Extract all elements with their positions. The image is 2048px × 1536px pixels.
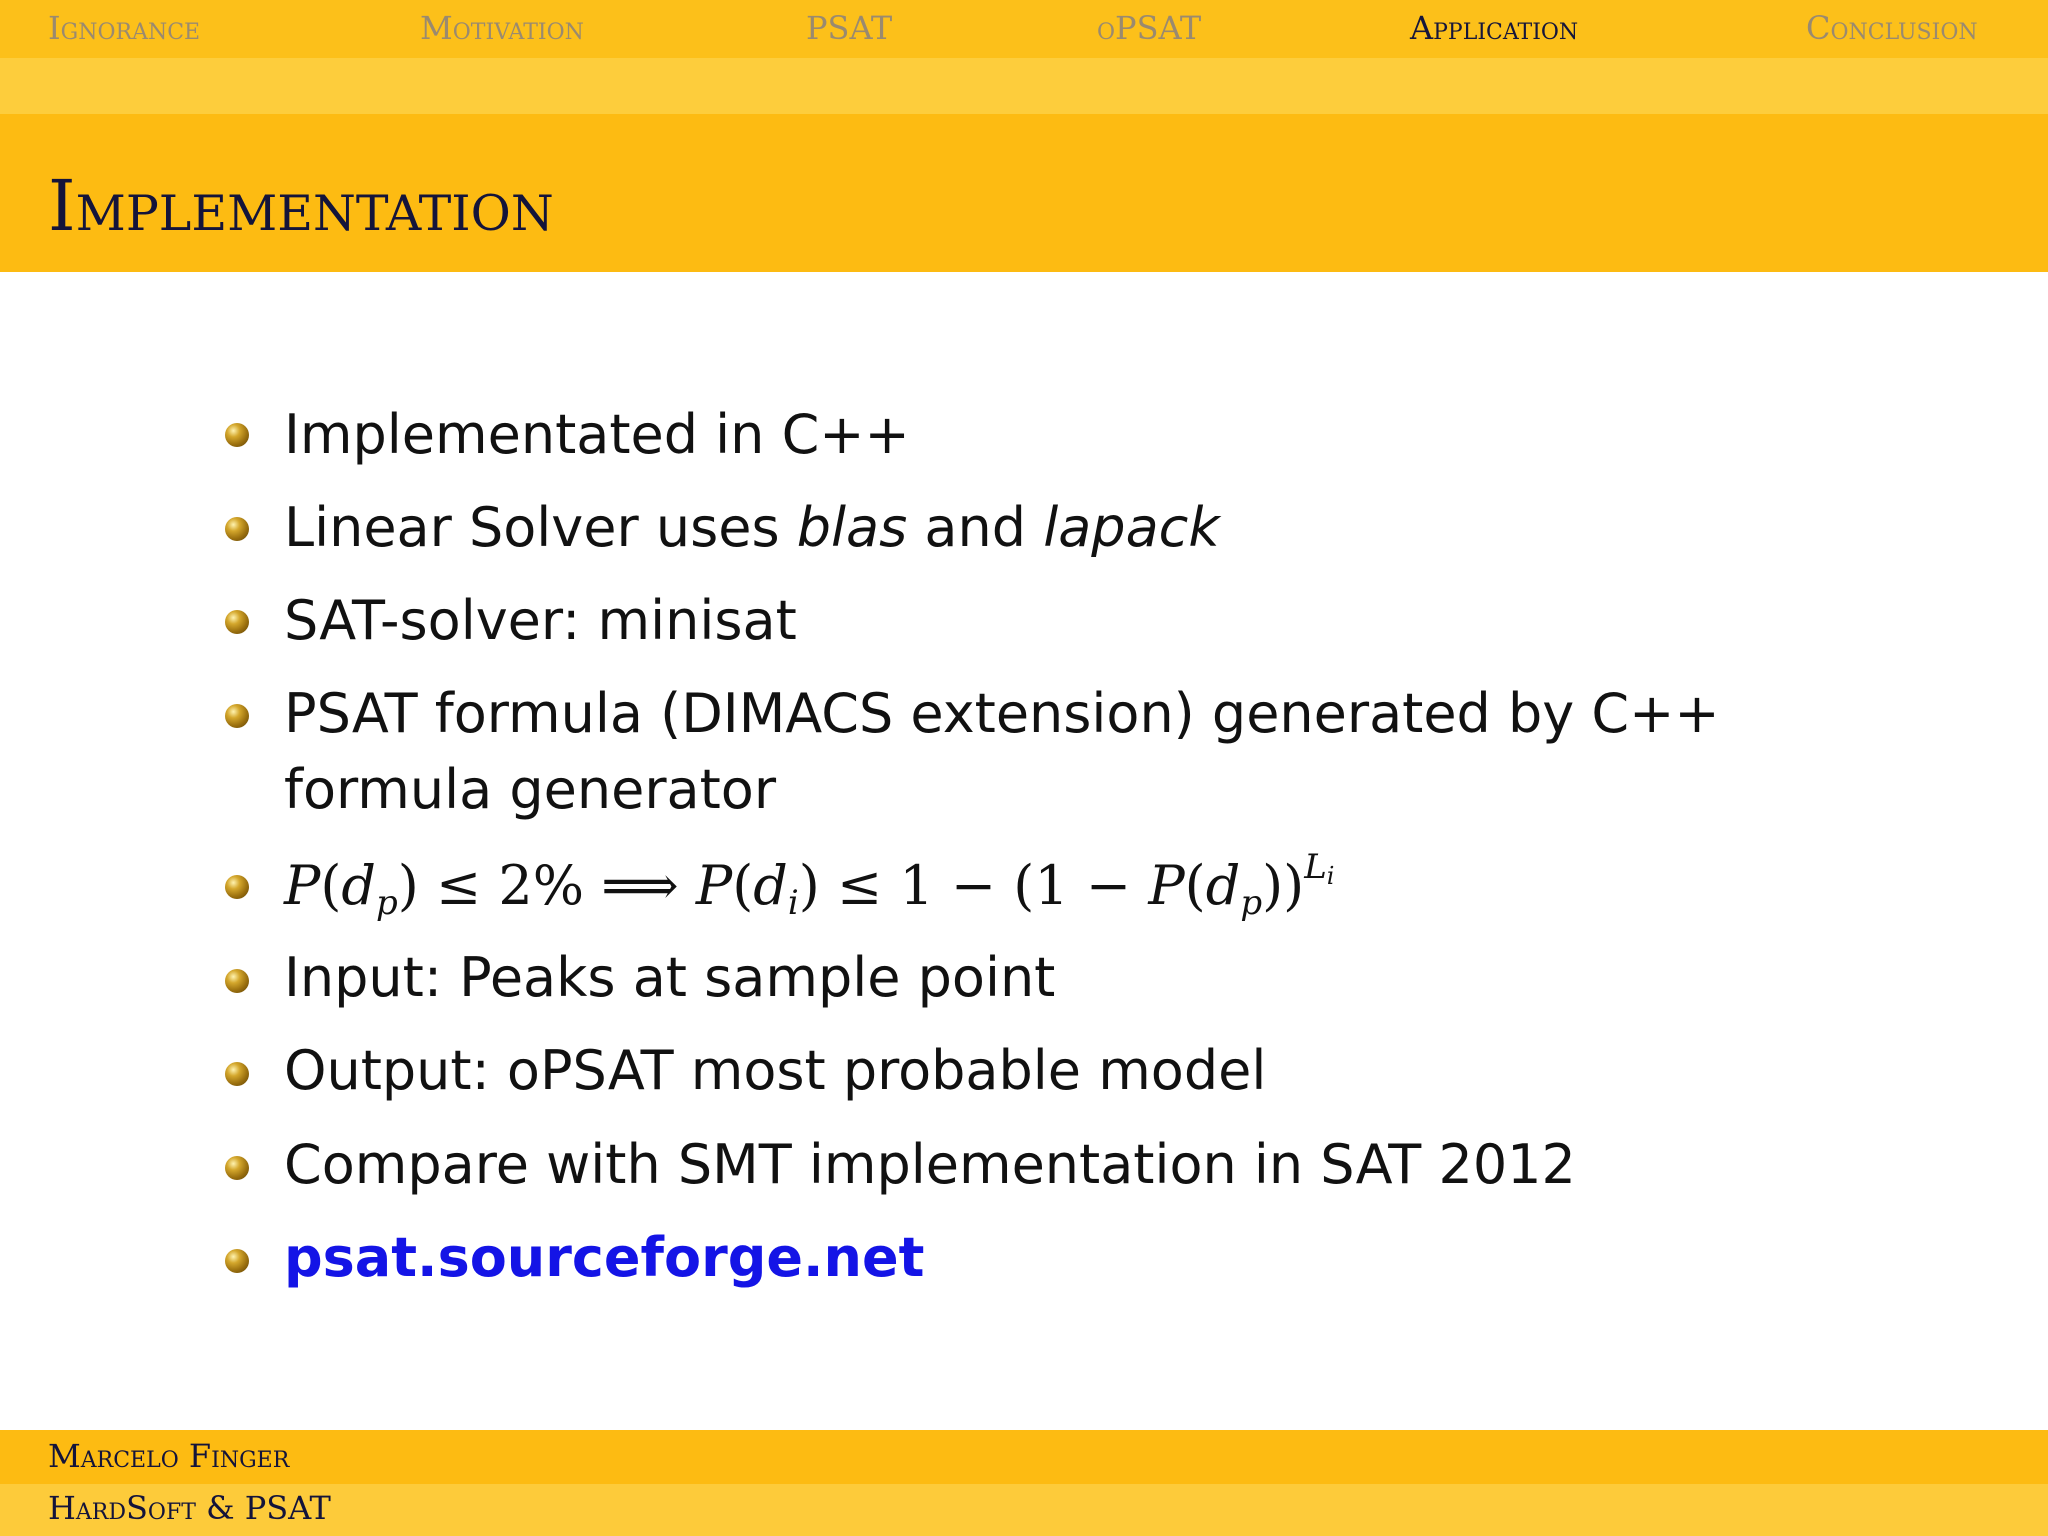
bullet-icon <box>225 1249 249 1273</box>
list-item-psat-formula-line1: PSAT formula (DIMACS extension) generated by C++ <box>284 682 1720 745</box>
list-item-input: Input: Peaks at sample point <box>284 946 1056 1009</box>
nav-item-conclusion[interactable]: Conclusion <box>1806 9 1978 47</box>
footer-author: Marcelo Finger <box>48 1437 290 1475</box>
bullet-icon <box>225 969 249 993</box>
list-item-linear-solver: Linear Solver uses blas and lapack <box>284 496 1220 559</box>
footer-short-title: HardSoft & PSAT <box>48 1489 331 1527</box>
list-item-output: Output: oPSAT most probable model <box>284 1039 1267 1102</box>
list-item-probability-formula: $P(d_p) \le 2\%$ ⟹ $P(d_i) \le 1 - (1 - P(d_p))^{L_i}$ <box>284 847 1335 923</box>
nav-item-motivation[interactable]: Motivation <box>420 9 584 47</box>
slide-title: Implementation <box>48 165 554 247</box>
bullet-icon <box>225 875 249 899</box>
nav-item-opsat[interactable]: oPSAT <box>1097 9 1202 47</box>
list-item-sat-solver: SAT-solver: minisat <box>284 589 797 652</box>
bullet-icon <box>225 610 249 634</box>
footer-author-bar <box>0 1430 2048 1484</box>
list-item-implemented: Implementated in C++ <box>284 403 910 466</box>
nav-item-application[interactable]: Application <box>1410 9 1579 47</box>
bullet-icon <box>225 704 249 728</box>
bullet-icon <box>225 1062 249 1086</box>
list-item-compare: Compare with SMT implementation in SAT 2012 <box>284 1133 1576 1196</box>
section-nav-bar <box>0 0 2048 58</box>
nav-item-psat[interactable]: PSAT <box>806 9 893 47</box>
nav-subsection-band <box>0 58 2048 114</box>
psat-sourceforge-link[interactable]: psat.sourceforge.net <box>284 1226 925 1289</box>
list-item-psat-formula-line2: formula generator <box>284 758 777 821</box>
nav-item-ignorance[interactable]: Ignorance <box>48 9 201 47</box>
bullet-icon <box>225 423 249 447</box>
bullet-icon <box>225 1156 249 1180</box>
bullet-icon <box>225 517 249 541</box>
